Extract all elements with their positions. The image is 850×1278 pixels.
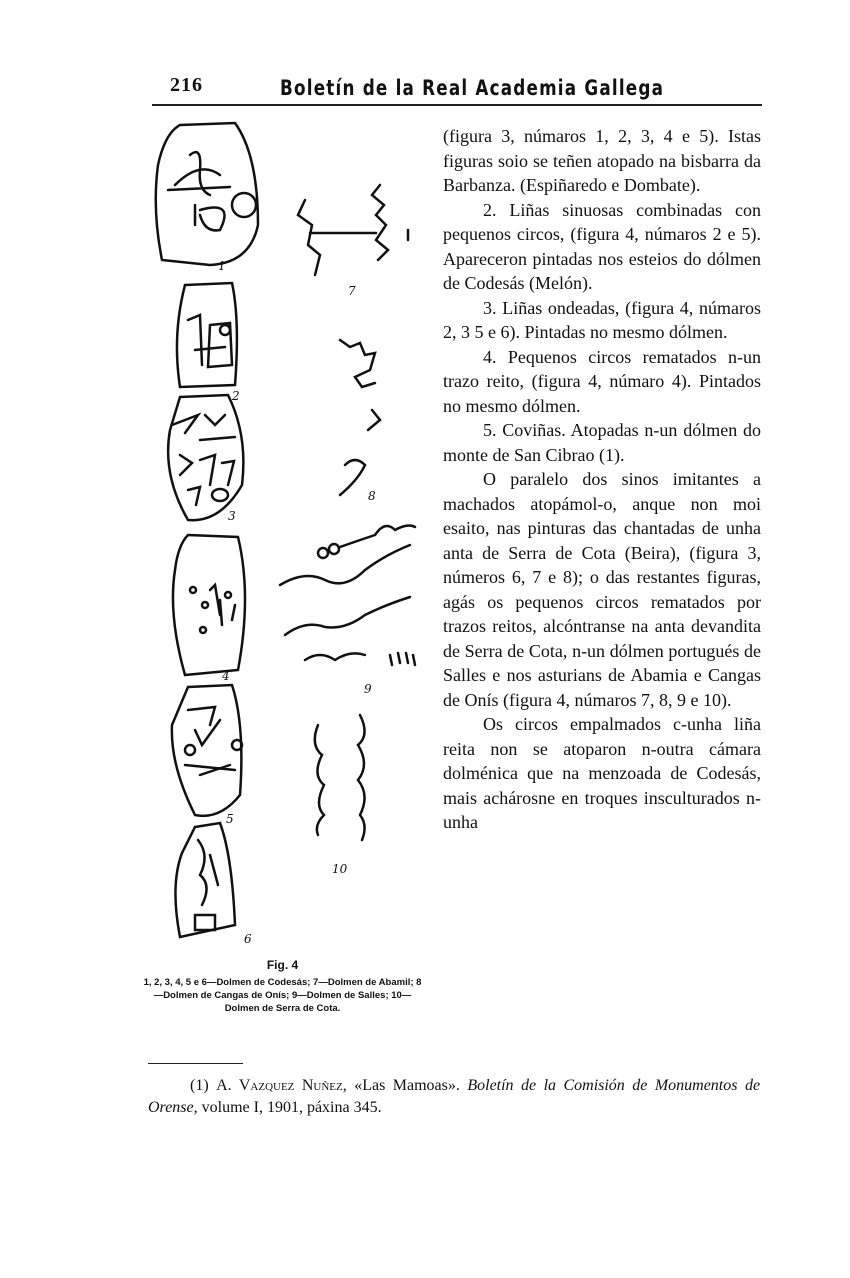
- running-title: Boletín de la Real Academia Gallega: [280, 76, 665, 100]
- paragraph: (figura 3, númaros 1, 2, 3, 4 e 5). Istas figuras soio se teñen atopado na bisbarra da Barbanza. (Espiñaredo e Dombate).: [443, 126, 761, 195]
- footnote-rule: [148, 1063, 243, 1064]
- figure-4: [140, 115, 430, 950]
- stone-3-marks: [172, 415, 235, 505]
- paragraph: 4. Pequenos circos rematados n-un trazo reito, (figura 4, númaro 4). Pintados no mesmo dólmen.: [443, 346, 761, 416]
- figure-number: 7: [348, 284, 356, 298]
- page-number: 216: [170, 74, 203, 96]
- sign-7: [298, 185, 408, 275]
- header-rule: [152, 104, 762, 106]
- footnote-marker: (1): [190, 1077, 209, 1094]
- figure-number: 9: [364, 682, 372, 696]
- paragraph: O paralelo dos sinos imitantes a machados atopámol-o, anque non moi esaito, nas pinturas das chantadas de unha anta de Serra de Cota (Beira), (figura 3, números 6, 7 e 8); o das restantes figuras, agás os pequenos circos rematados por trazos reitos, alcóntranse na anta devandita de Serra de Cota, n-un dólmen portugués de Salles e nos asturians de Abamia e Cangas de Onís (figura 4, númaros 7, 8, 9 e 10).: [443, 469, 761, 710]
- stone-4-marks: [190, 585, 235, 633]
- figure-4-drawings: [140, 115, 430, 950]
- paragraph: Os circos empalmados c-unha liña reita non se atoparon n-outra cámara dolménica que na menzoada de Codesás, mais achárosne en troques insculturados n-unha: [443, 714, 761, 832]
- footnote-author: A. Vazquez Nuñez,: [216, 1077, 347, 1094]
- figure-title: Fig. 4: [266, 958, 299, 972]
- figure-number: 2: [232, 389, 240, 403]
- footnote-journal: Boletín de la Comisión de Monumentos de Orense,: [148, 1077, 761, 1116]
- sign-9-circle: [318, 548, 328, 558]
- footnote: [148, 1075, 760, 1119]
- stone-6-marks: [195, 840, 218, 930]
- paragraph: 3. Liñas ondeadas, (figura 4, númaros 2, 3 5 e 6). Pintadas no mesmo dólmen.: [443, 297, 761, 342]
- figure-caption: [140, 958, 425, 1015]
- stone-2-marks: [188, 315, 232, 367]
- sign-9-circle: [329, 544, 339, 554]
- footnote-details: volume I, 1901, páxina 345.: [201, 1099, 382, 1116]
- paragraph: 2. Liñas sinuosas combinadas con pequenos circos, (figura 4, númaros 2 e 5). Apareceron pintadas nos esteios do dólmen de Codesás (Melón).: [443, 199, 761, 293]
- footnote-article: «Las Mamoas».: [354, 1077, 460, 1094]
- stone-5-marks: [185, 707, 242, 775]
- stone-5-outline: [172, 685, 242, 816]
- sign-9: [280, 526, 415, 665]
- page-header: [150, 74, 762, 104]
- figure-number: 10: [332, 862, 348, 876]
- figure-number: 5: [226, 812, 234, 826]
- paragraph: 5. Coviñas. Atopadas n-un dólmen do monte de San Cibrao (1).: [443, 420, 761, 465]
- body-text: [443, 124, 761, 835]
- sign-10: [315, 715, 365, 840]
- stone-1-marks: [168, 152, 256, 230]
- sign-8: [340, 340, 380, 495]
- figure-number: 1: [218, 259, 226, 273]
- figure-number: 4: [222, 669, 230, 683]
- figure-legend: 1, 2, 3, 4, 5 e 6—Dolmen de Codesás; 7—Dolmen de Abamil; 8—Dolmen de Cangas de Onís; 9—Dolmen de Salles; 10—Dolmen de Serra de Cota.: [143, 977, 422, 1014]
- figure-number: 8: [368, 489, 376, 503]
- figure-number: 6: [244, 932, 252, 946]
- figure-number: 3: [228, 509, 236, 523]
